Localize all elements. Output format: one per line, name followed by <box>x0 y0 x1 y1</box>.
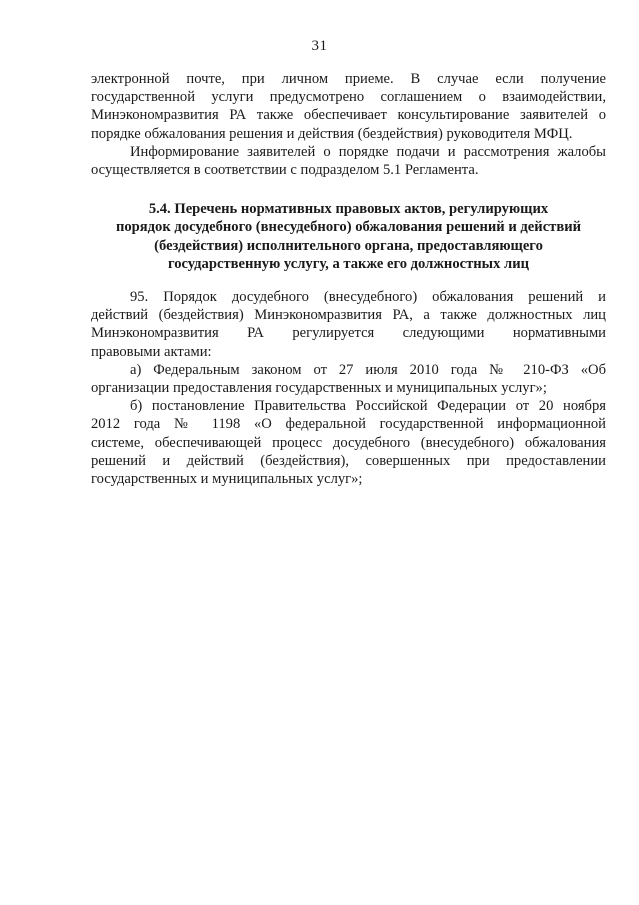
paragraph-consultation <box>91 70 606 143</box>
page-number: 31 <box>311 38 328 54</box>
text-line: электронной почте, при личном приеме. В случае если получение <box>91 71 606 87</box>
heading-line: порядок досудебного (внесудебного) обжалования решений и действий <box>115 219 582 236</box>
paragraph-95 <box>91 288 606 361</box>
text-line: б) постановление Правительства Российской Федерации от 20 ноября <box>130 398 606 415</box>
heading-line: государственную услугу, а также его должностных лиц <box>167 256 530 273</box>
section-heading <box>91 200 606 274</box>
list-item-a <box>91 361 606 397</box>
text-line: системе, обеспечивающей процесс досудебного (внесудебного) обжалования <box>91 434 606 451</box>
text-line: правовыми актами: <box>91 343 212 360</box>
text-line: порядке обжалования решения и действия (бездействия) руководителя МФЦ. <box>91 125 573 142</box>
text-line: государственных и муниципальных услуг»; <box>91 471 363 488</box>
intro-text <box>91 70 606 179</box>
heading-line: 5.4. Перечень нормативных правовых актов, регулирующих <box>148 201 549 217</box>
text-line: 95. Порядок досудебного (внесудебного) обжалования решений и <box>130 289 606 305</box>
text-line: Минэкономразвития РА также обеспечивает консультирование заявителей о <box>91 107 606 124</box>
text-line: организации предоставления государственных и муниципальных услуг»; <box>91 380 547 397</box>
text-line: действий (бездействия) Минэкономразвития РА, а также должностных лиц <box>91 307 606 324</box>
regulations-text <box>91 288 606 488</box>
text-line: государственной услуги предусмотрено соглашением о взаимодействии, <box>91 89 606 106</box>
paragraph-informing <box>91 143 606 179</box>
heading-line: (бездействия) исполнительного органа, предоставляющего <box>154 237 543 254</box>
text-line: а) Федеральным законом от 27 июля 2010 года № 210-ФЗ «Об <box>130 361 606 378</box>
text-line: 2012 года № 1198 «О федеральной государственной информационной <box>91 416 606 433</box>
text-line: осуществляется в соответствии с подразделом 5.1 Регламента. <box>91 162 479 179</box>
text-line: Информирование заявителей о порядке подачи и рассмотрения жалобы <box>130 143 606 160</box>
text-line: Минэкономразвития РА регулируется следующими нормативными <box>91 325 606 342</box>
text-line: решений и действий (бездействия), совершенных при предоставлении <box>91 452 606 469</box>
list-item-b <box>91 397 606 488</box>
